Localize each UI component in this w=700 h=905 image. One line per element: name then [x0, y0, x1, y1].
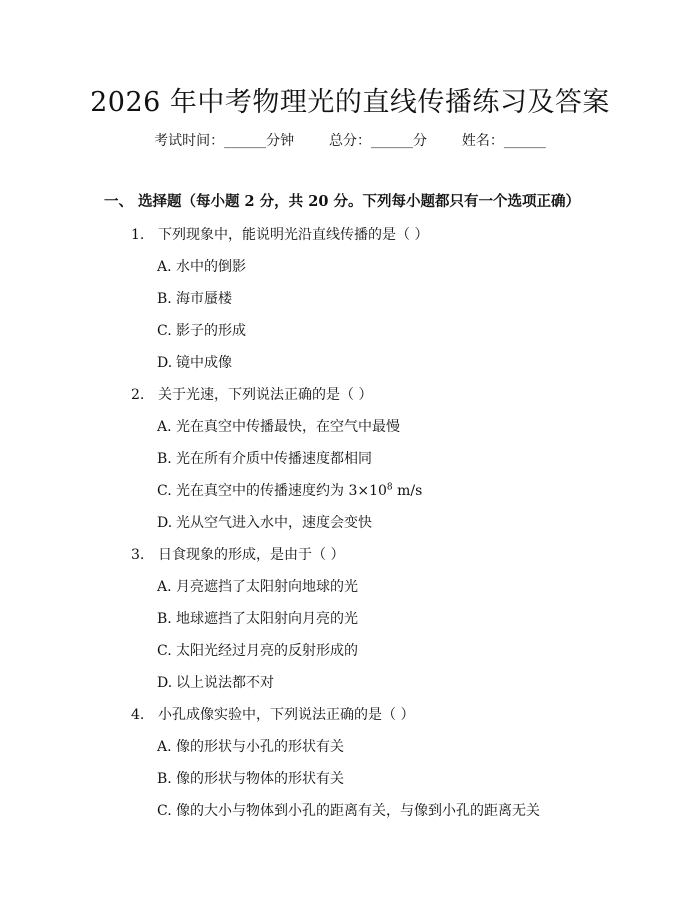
option-text: 像的形状与物体的形状有关 [176, 771, 344, 787]
option-text: 光从空气进入水中，速度会变快 [176, 515, 372, 531]
option-text: 光在真空中传播最快，在空气中最慢 [176, 419, 400, 435]
option-letter: A. [157, 259, 172, 275]
option-letter: C. [157, 483, 172, 499]
option-letter: A. [157, 739, 172, 755]
page-title: 2026 年中考物理光的直线传播练习及答案 [90, 87, 610, 118]
score-label: 总分： [329, 133, 371, 149]
option-letter: C. [157, 803, 172, 819]
option-text: 太阳光经过月亮的反射形成的 [176, 643, 358, 659]
question-1 [131, 224, 428, 244]
section-title: 选择题（每小题 2 分，共 20 分。下列每小题都只有一个选项正确） [138, 193, 580, 210]
option-text: 以上说法都不对 [176, 675, 274, 691]
option-letter: C. [157, 643, 172, 659]
option [157, 256, 246, 276]
option-text: 光在所有介质中传播速度都相同 [176, 451, 372, 467]
time-unit: 分钟 [266, 133, 295, 149]
question-text: 关于光速，下列说法正确的是（ ） [158, 387, 373, 403]
question-number: 1. [131, 227, 145, 243]
option-letter: A. [157, 419, 172, 435]
question-number: 3. [131, 547, 145, 563]
option [157, 320, 246, 340]
option-letter: B. [157, 771, 172, 787]
option [157, 352, 232, 372]
option [157, 736, 344, 756]
exam-info [0, 130, 700, 150]
option [157, 672, 274, 692]
option-text: 镜中成像 [176, 355, 232, 371]
option-letter: B. [157, 291, 172, 307]
option-text: 像的大小与物体到小孔的距离有关，与像到小孔的距离无关 [176, 803, 540, 819]
question-2 [131, 384, 372, 404]
time-blank: ______ [224, 133, 267, 149]
question-number: 2. [131, 387, 145, 403]
option-letter: B. [157, 451, 172, 467]
option-unit: m/s [392, 483, 423, 499]
option [157, 288, 232, 308]
question-text: 小孔成像实验中，下列说法正确的是（ ） [158, 707, 415, 723]
name-label: 姓名： [461, 133, 504, 149]
score-blank: ______ [371, 133, 413, 149]
section-heading [104, 190, 580, 211]
option [157, 800, 540, 820]
option-text: 光在真空中的传播速度约为 3×10 [176, 483, 387, 499]
option-superscript: 8 [386, 482, 393, 493]
option [157, 608, 358, 628]
option-text: 水中的倒影 [176, 259, 246, 275]
time-label: 考试时间： [154, 133, 225, 149]
option [157, 576, 358, 596]
option-letter: D. [157, 515, 173, 531]
option [157, 480, 422, 500]
option-letter: D. [157, 675, 173, 691]
section-number: 一、 [104, 193, 133, 210]
option-letter: C. [157, 323, 172, 339]
option-text: 地球遮挡了太阳射向月亮的光 [176, 611, 358, 627]
option [157, 512, 372, 532]
question-4 [131, 704, 414, 724]
question-text: 日食现象的形成，是由于（ ） [158, 547, 345, 563]
option-letter: B. [157, 611, 172, 627]
option [157, 416, 400, 436]
option-text: 影子的形成 [176, 323, 246, 339]
option [157, 448, 372, 468]
name-blank: ______ [503, 133, 546, 149]
question-number: 4. [131, 707, 145, 723]
option [157, 640, 358, 660]
question-3 [131, 544, 344, 564]
option-letter: A. [157, 579, 172, 595]
option-text: 像的形状与小孔的形状有关 [176, 739, 344, 755]
score-unit: 分 [413, 133, 427, 149]
option-text: 月亮遮挡了太阳射向地球的光 [176, 579, 358, 595]
option-text: 海市蜃楼 [176, 291, 232, 307]
question-text: 下列现象中，能说明光沿直线传播的是（ ） [158, 227, 429, 243]
option [157, 768, 344, 788]
option-letter: D. [157, 355, 173, 371]
